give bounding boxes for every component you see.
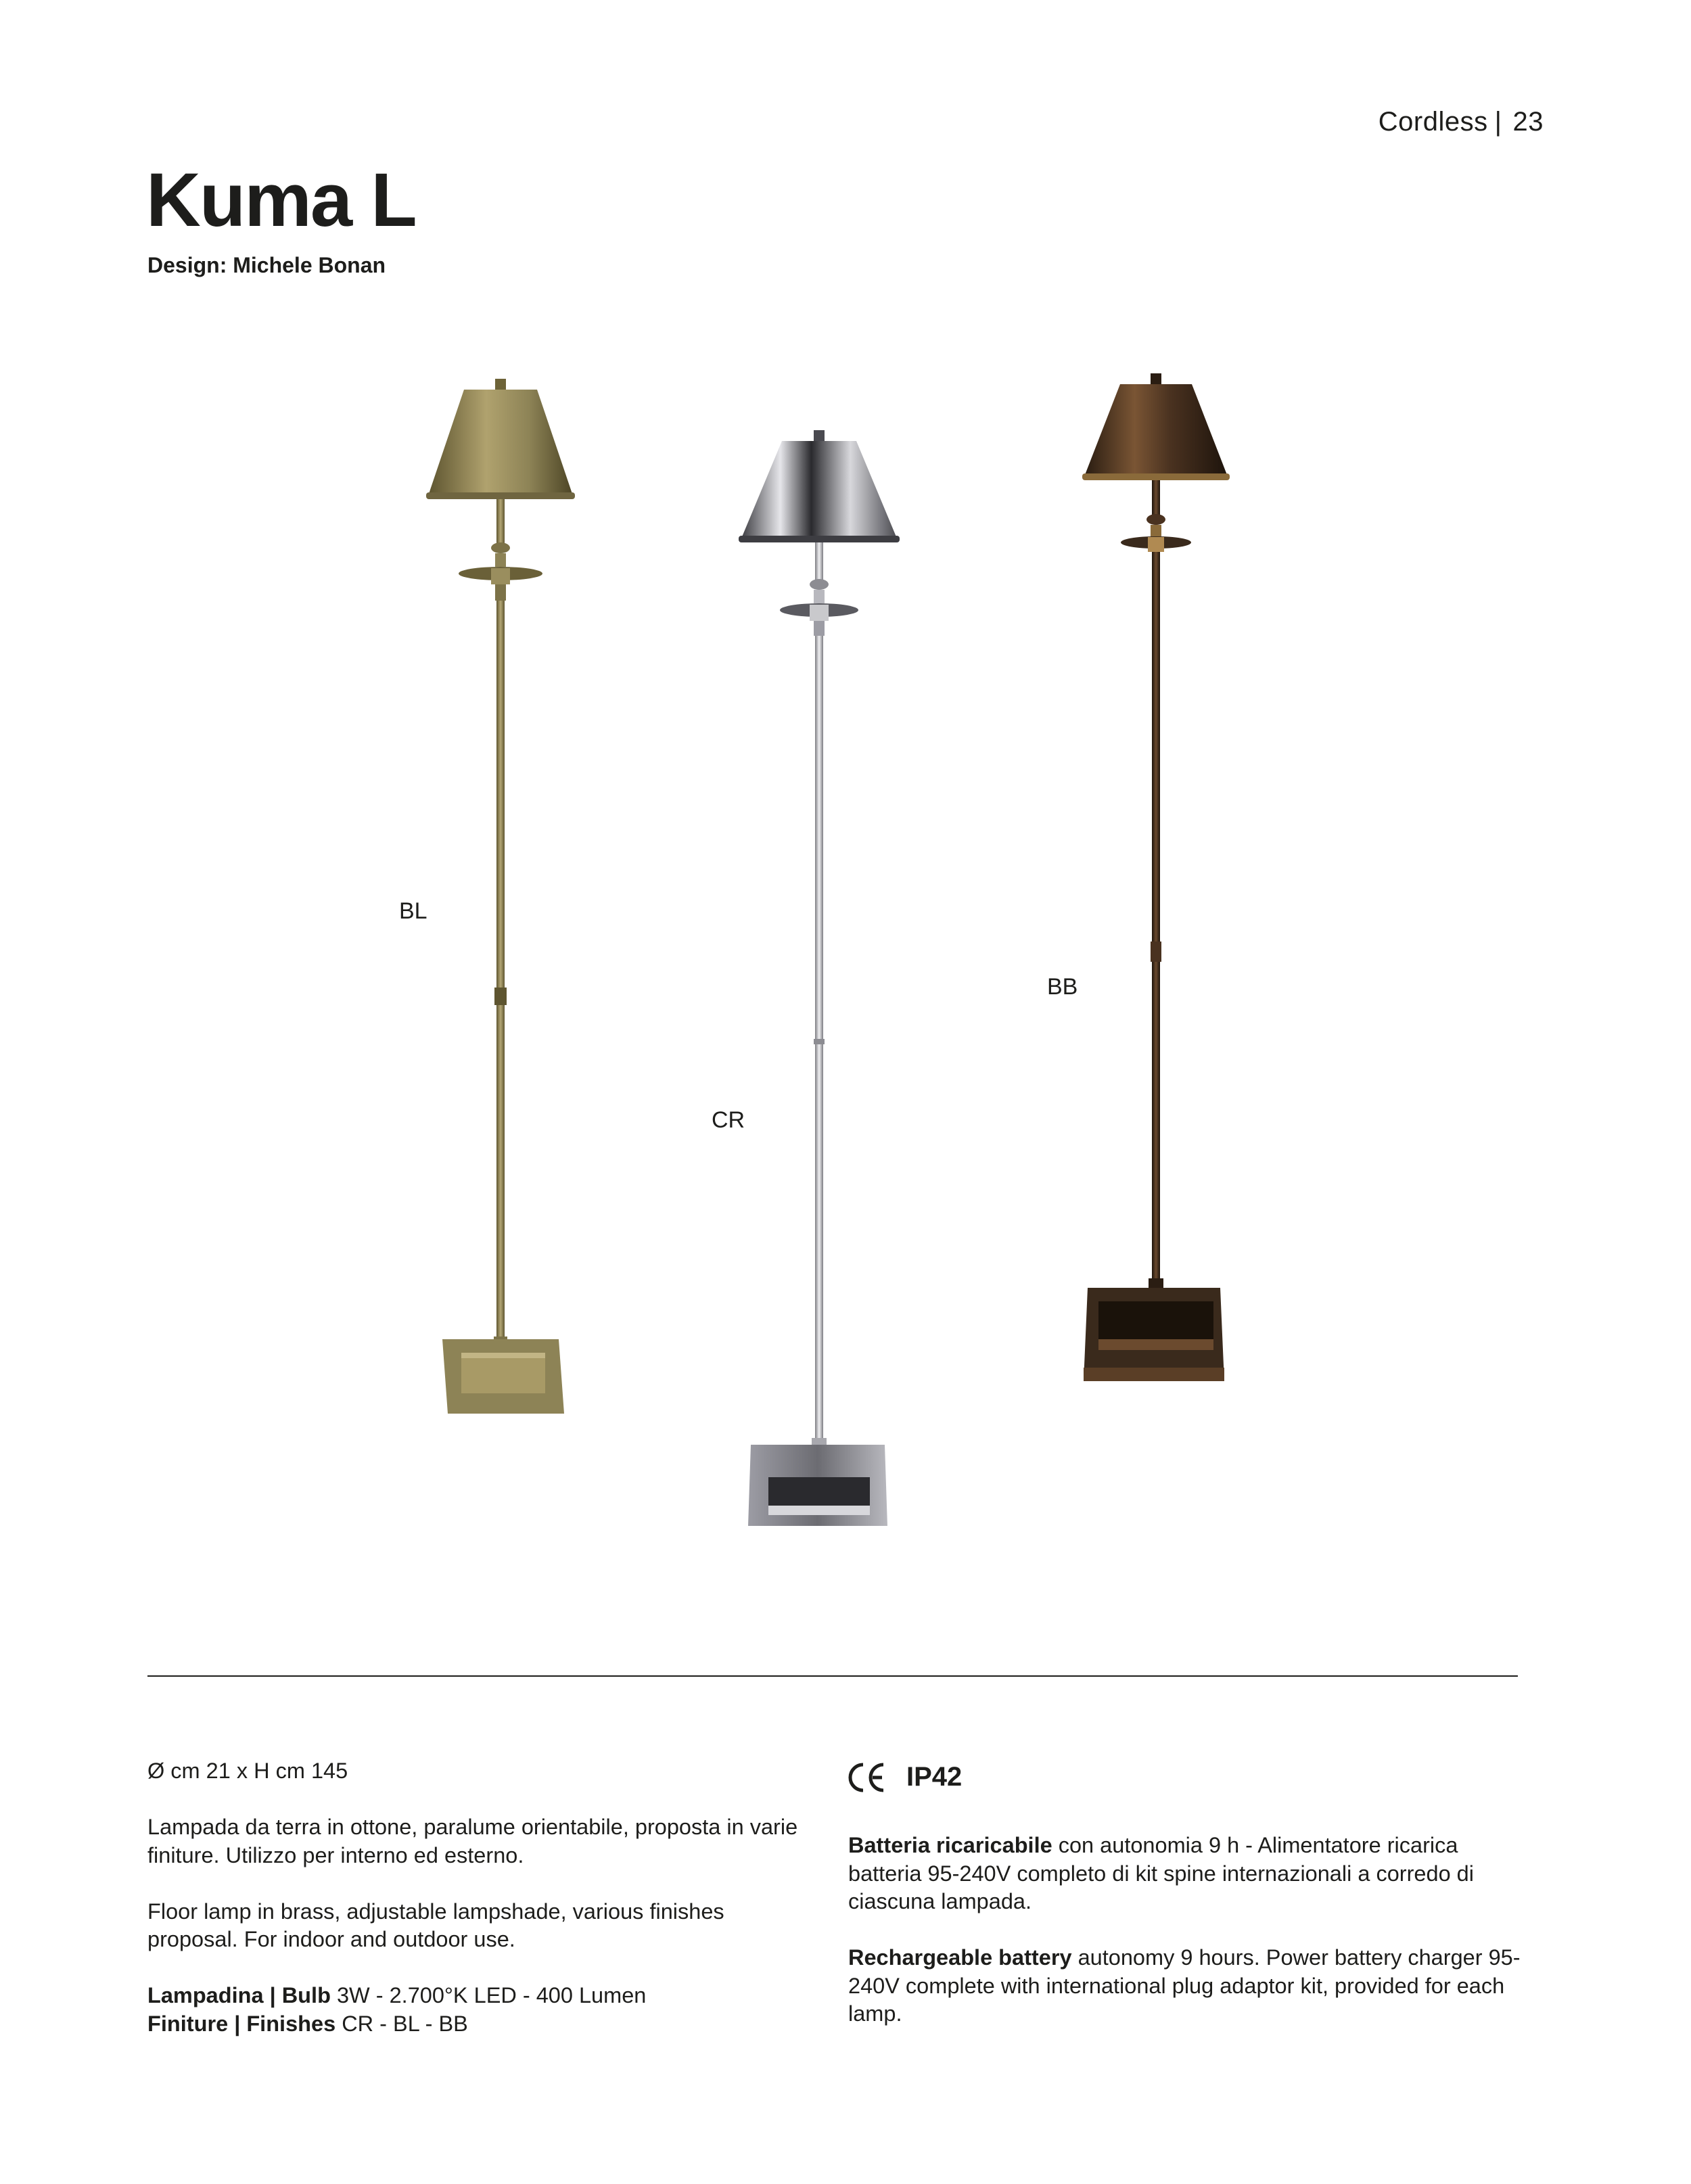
battery-english [848, 1944, 1525, 2028]
certifications [848, 1757, 1525, 1798]
battery-text-en: autonomy 9 hours. Power battery charger 95-240V complete with international plug adaptor kit, provided for each lamp. [848, 1945, 1521, 2026]
finish-label-bb: BB [1047, 974, 1078, 1000]
lamp-image-cr [735, 430, 904, 1526]
finishes-spec [147, 2010, 810, 2039]
page-header [1379, 107, 1544, 137]
header-separator: | [1494, 107, 1502, 137]
lamp-image-bl [419, 379, 582, 1414]
product-title: Kuma L [146, 158, 416, 242]
finish-label-bl: BL [399, 898, 427, 924]
ce-mark-icon [848, 1762, 886, 1793]
bulb-value: 3W - 2.700°K LED - 400 Lumen [336, 1983, 647, 2007]
battery-text-it: con autonomia 9 h - Alimentatore ricarica batteria 95-240V completo di kit spine internazionali a corredo di ciascuna lampada. [848, 1833, 1474, 1913]
page-number: 23 [1512, 107, 1544, 137]
finishes-value: CR - BL - BB [342, 2011, 468, 2036]
battery-label-it: Batteria ricaricabile [848, 1833, 1052, 1857]
specs-column [147, 1757, 810, 2038]
dimensions: Ø cm 21 x H cm 145 [147, 1759, 348, 1783]
battery-label-en: Rechargeable battery [848, 1945, 1072, 1970]
ip-rating: IP42 [906, 1762, 963, 1792]
product-designer: Design: Michele Bonan [147, 253, 386, 277]
battery-column [848, 1757, 1525, 2028]
lamp-image-bb [1078, 373, 1234, 1381]
battery-italian [848, 1832, 1525, 1916]
bulb-spec [147, 1982, 810, 2010]
description-italian: Lampada da terra in ottone, paralume orientabile, proposta in varie finiture. Utilizzo per interno ed esterno. [147, 1815, 798, 1867]
section-name: Cordless [1378, 107, 1488, 137]
finish-label-cr: CR [712, 1107, 745, 1133]
bulb-label: Lampadina | Bulb [147, 1983, 331, 2007]
description-english: Floor lamp in brass, adjustable lampshade, various finishes proposal. For indoor and outdoor use. [147, 1899, 724, 1951]
section-divider [147, 1675, 1518, 1677]
finishes-label: Finiture | Finishes [147, 2011, 336, 2036]
